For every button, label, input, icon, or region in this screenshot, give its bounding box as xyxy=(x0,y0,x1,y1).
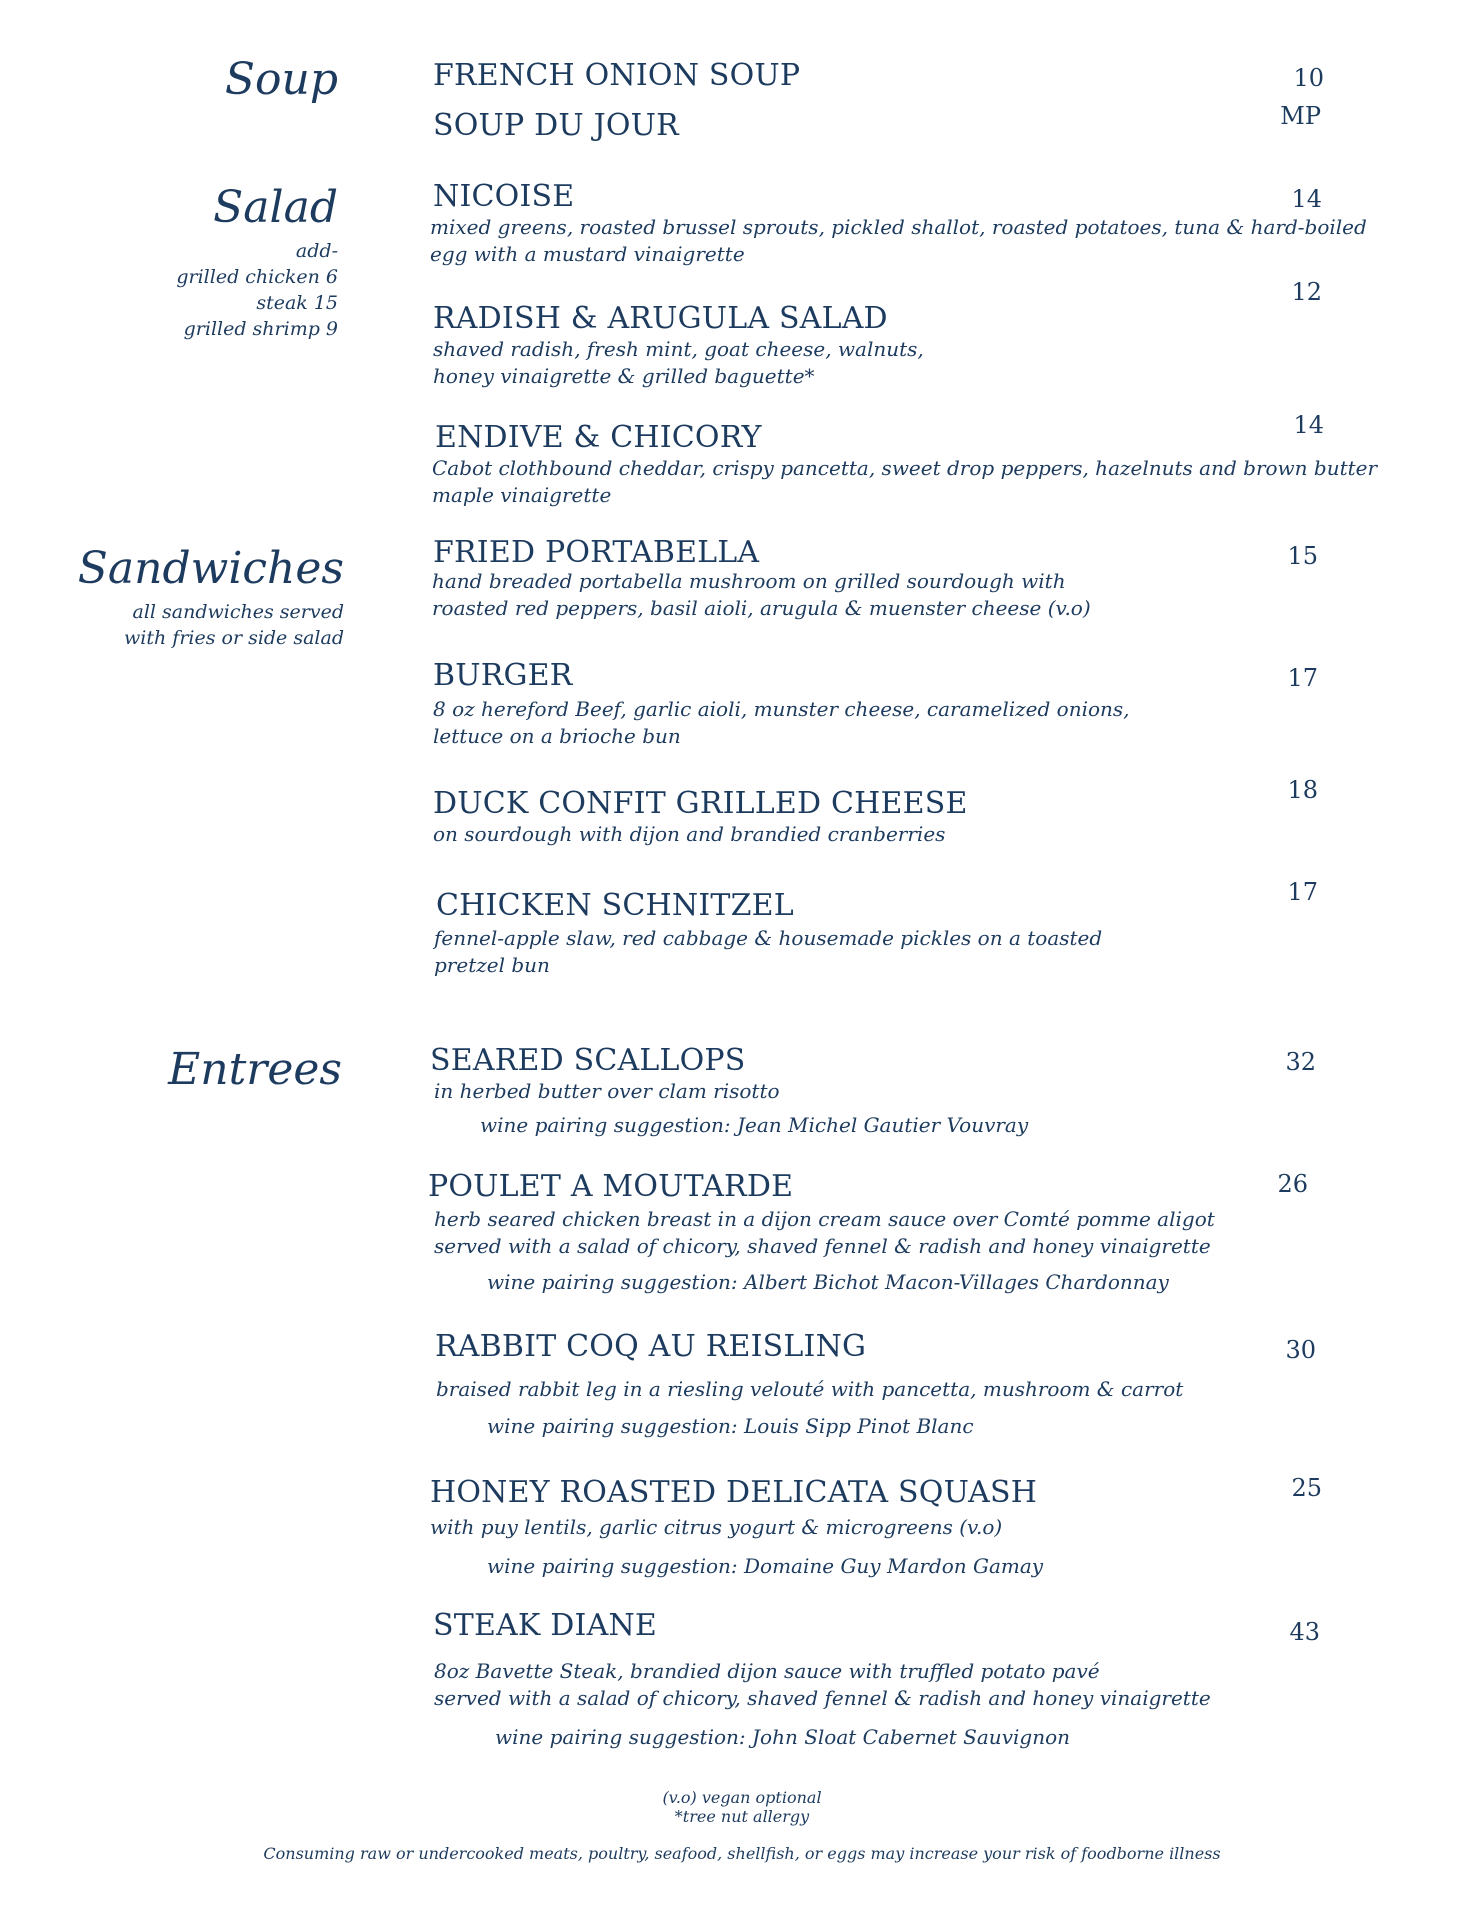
item-name: HONEY ROASTED DELICATA SQUASH xyxy=(430,1475,1038,1510)
description-line: served with a salad of chicory, shaved fennel & radish and honey vinaigrette xyxy=(434,1234,1211,1258)
health-warning: Consuming raw or undercooked meats, poultry, seafood, shellfish, or eggs may increase your risk of foodborne illness xyxy=(263,1844,1221,1863)
item-price: 26 xyxy=(1277,1170,1308,1198)
note-line: grilled chicken 6 xyxy=(176,266,338,288)
section-note xyxy=(78,599,344,651)
description-line: with puy lentils, garlic citrus yogurt & microgreens (v.o) xyxy=(430,1515,1003,1539)
vegan-note: (v.o) vegan optional xyxy=(662,1788,822,1807)
allergy-note: *tree nut allergy xyxy=(674,1807,810,1826)
item-price: 25 xyxy=(1291,1474,1322,1502)
item-description xyxy=(430,214,1367,268)
wine-pairing: wine pairing suggestion: John Sloat Cabernet Sauvignon xyxy=(495,1725,1070,1749)
item-name: ENDIVE & CHICORY xyxy=(435,420,762,455)
item-price: 32 xyxy=(1285,1048,1316,1076)
description-line: on sourdough with dijon and brandied cranberries xyxy=(433,822,946,846)
description-line: 8 oz hereford Beef, garlic aioli, munster cheese, caramelized onions, xyxy=(433,697,1130,721)
section-title: Sandwiches xyxy=(77,543,344,594)
section-sandwiches xyxy=(77,543,344,651)
description-line: served with a salad of chicory, shaved fennel & radish and honey vinaigrette xyxy=(434,1686,1211,1710)
section-salad xyxy=(176,182,338,342)
item-name: SOUP DU JOUR xyxy=(433,108,679,143)
item-name: DUCK CONFIT GRILLED CHEESE xyxy=(433,786,968,821)
description-line: Cabot clothbound cheddar, crispy pancetta, sweet drop peppers, hazelnuts and brown butter xyxy=(432,456,1378,480)
item-name: NICOISE xyxy=(433,179,575,214)
item-name: POULET A MOUTARDE xyxy=(428,1169,794,1204)
item-description xyxy=(433,696,1130,750)
item-name: SEARED SCALLOPS xyxy=(430,1043,746,1078)
item-price: 14 xyxy=(1291,185,1322,213)
item-description xyxy=(433,336,924,390)
description-line: hand breaded portabella mushroom on grilled sourdough with xyxy=(432,569,1066,593)
item-name: FRENCH ONION SOUP xyxy=(433,58,801,93)
item-price: 30 xyxy=(1285,1336,1316,1364)
item-description xyxy=(432,455,1377,509)
description-line: in herbed butter over clam risotto xyxy=(434,1079,780,1103)
item-price: 17 xyxy=(1287,664,1318,692)
item-price: MP xyxy=(1280,102,1321,130)
item-price: 12 xyxy=(1291,278,1322,306)
section-title: Soup xyxy=(224,54,338,105)
item-description xyxy=(430,1514,1002,1541)
description-line: honey vinaigrette & grilled baguette* xyxy=(433,364,815,388)
item-description xyxy=(434,1078,780,1105)
description-line: egg with a mustard vinaigrette xyxy=(430,242,745,266)
description-line: pretzel bun xyxy=(434,953,550,977)
item-description xyxy=(436,1376,1183,1403)
note-line: all sandwiches served xyxy=(132,601,344,623)
item-price: 17 xyxy=(1287,878,1318,906)
item-description xyxy=(434,925,1102,979)
note-line: steak 15 xyxy=(256,292,338,314)
item-price: 10 xyxy=(1293,64,1324,92)
description-line: herb seared chicken breast in a dijon cream sauce over Comté pomme aligot xyxy=(434,1207,1215,1231)
note-line: grilled shrimp 9 xyxy=(183,318,338,340)
section-note xyxy=(176,238,338,342)
description-line: shaved radish, fresh mint, goat cheese, walnuts, xyxy=(433,337,924,361)
description-line: mixed greens, roasted brussel sprouts, pickled shallot, roasted potatoes, tuna & hard-boiled xyxy=(430,215,1367,239)
section-title: Entrees xyxy=(168,1044,342,1095)
section-title: Salad xyxy=(213,182,338,233)
item-name: FRIED PORTABELLA xyxy=(433,535,760,570)
item-description xyxy=(432,568,1091,622)
description-line: braised rabbit leg in a riesling velouté with pancetta, mushroom & carrot xyxy=(436,1377,1184,1401)
item-price: 43 xyxy=(1289,1618,1320,1646)
item-name: RADISH & ARUGULA SALAD xyxy=(433,301,888,336)
item-name: BURGER xyxy=(433,658,573,693)
note-line: with fries or side salad xyxy=(124,627,344,649)
wine-pairing: wine pairing suggestion: Albert Bichot Macon-Villages Chardonnay xyxy=(487,1270,1169,1294)
item-price: 18 xyxy=(1287,776,1318,804)
description-line: lettuce on a brioche bun xyxy=(433,724,681,748)
description-line: roasted red peppers, basil aioli, arugula & muenster cheese (v.o) xyxy=(432,596,1091,620)
item-price: 15 xyxy=(1287,542,1318,570)
item-description xyxy=(434,1658,1211,1712)
item-name: RABBIT COQ AU REISLING xyxy=(435,1329,867,1364)
item-name: STEAK DIANE xyxy=(433,1608,657,1643)
wine-pairing: wine pairing suggestion: Louis Sipp Pinot Blanc xyxy=(487,1414,974,1438)
note-line: add- xyxy=(295,240,338,262)
description-line: maple vinaigrette xyxy=(432,483,612,507)
item-description xyxy=(433,821,945,848)
section-entrees xyxy=(168,1044,342,1095)
item-name: CHICKEN SCHNITZEL xyxy=(436,888,794,923)
description-line: 8oz Bavette Steak, brandied dijon sauce with truffled potato pavé xyxy=(434,1659,1100,1683)
item-price: 14 xyxy=(1293,411,1324,439)
section-soup xyxy=(224,54,338,105)
item-description xyxy=(434,1206,1215,1260)
description-line: fennel-apple slaw, red cabbage & housemade pickles on a toasted xyxy=(434,926,1103,950)
wine-pairing: wine pairing suggestion: Jean Michel Gautier Vouvray xyxy=(480,1113,1029,1137)
wine-pairing: wine pairing suggestion: Domaine Guy Mardon Gamay xyxy=(487,1554,1044,1578)
